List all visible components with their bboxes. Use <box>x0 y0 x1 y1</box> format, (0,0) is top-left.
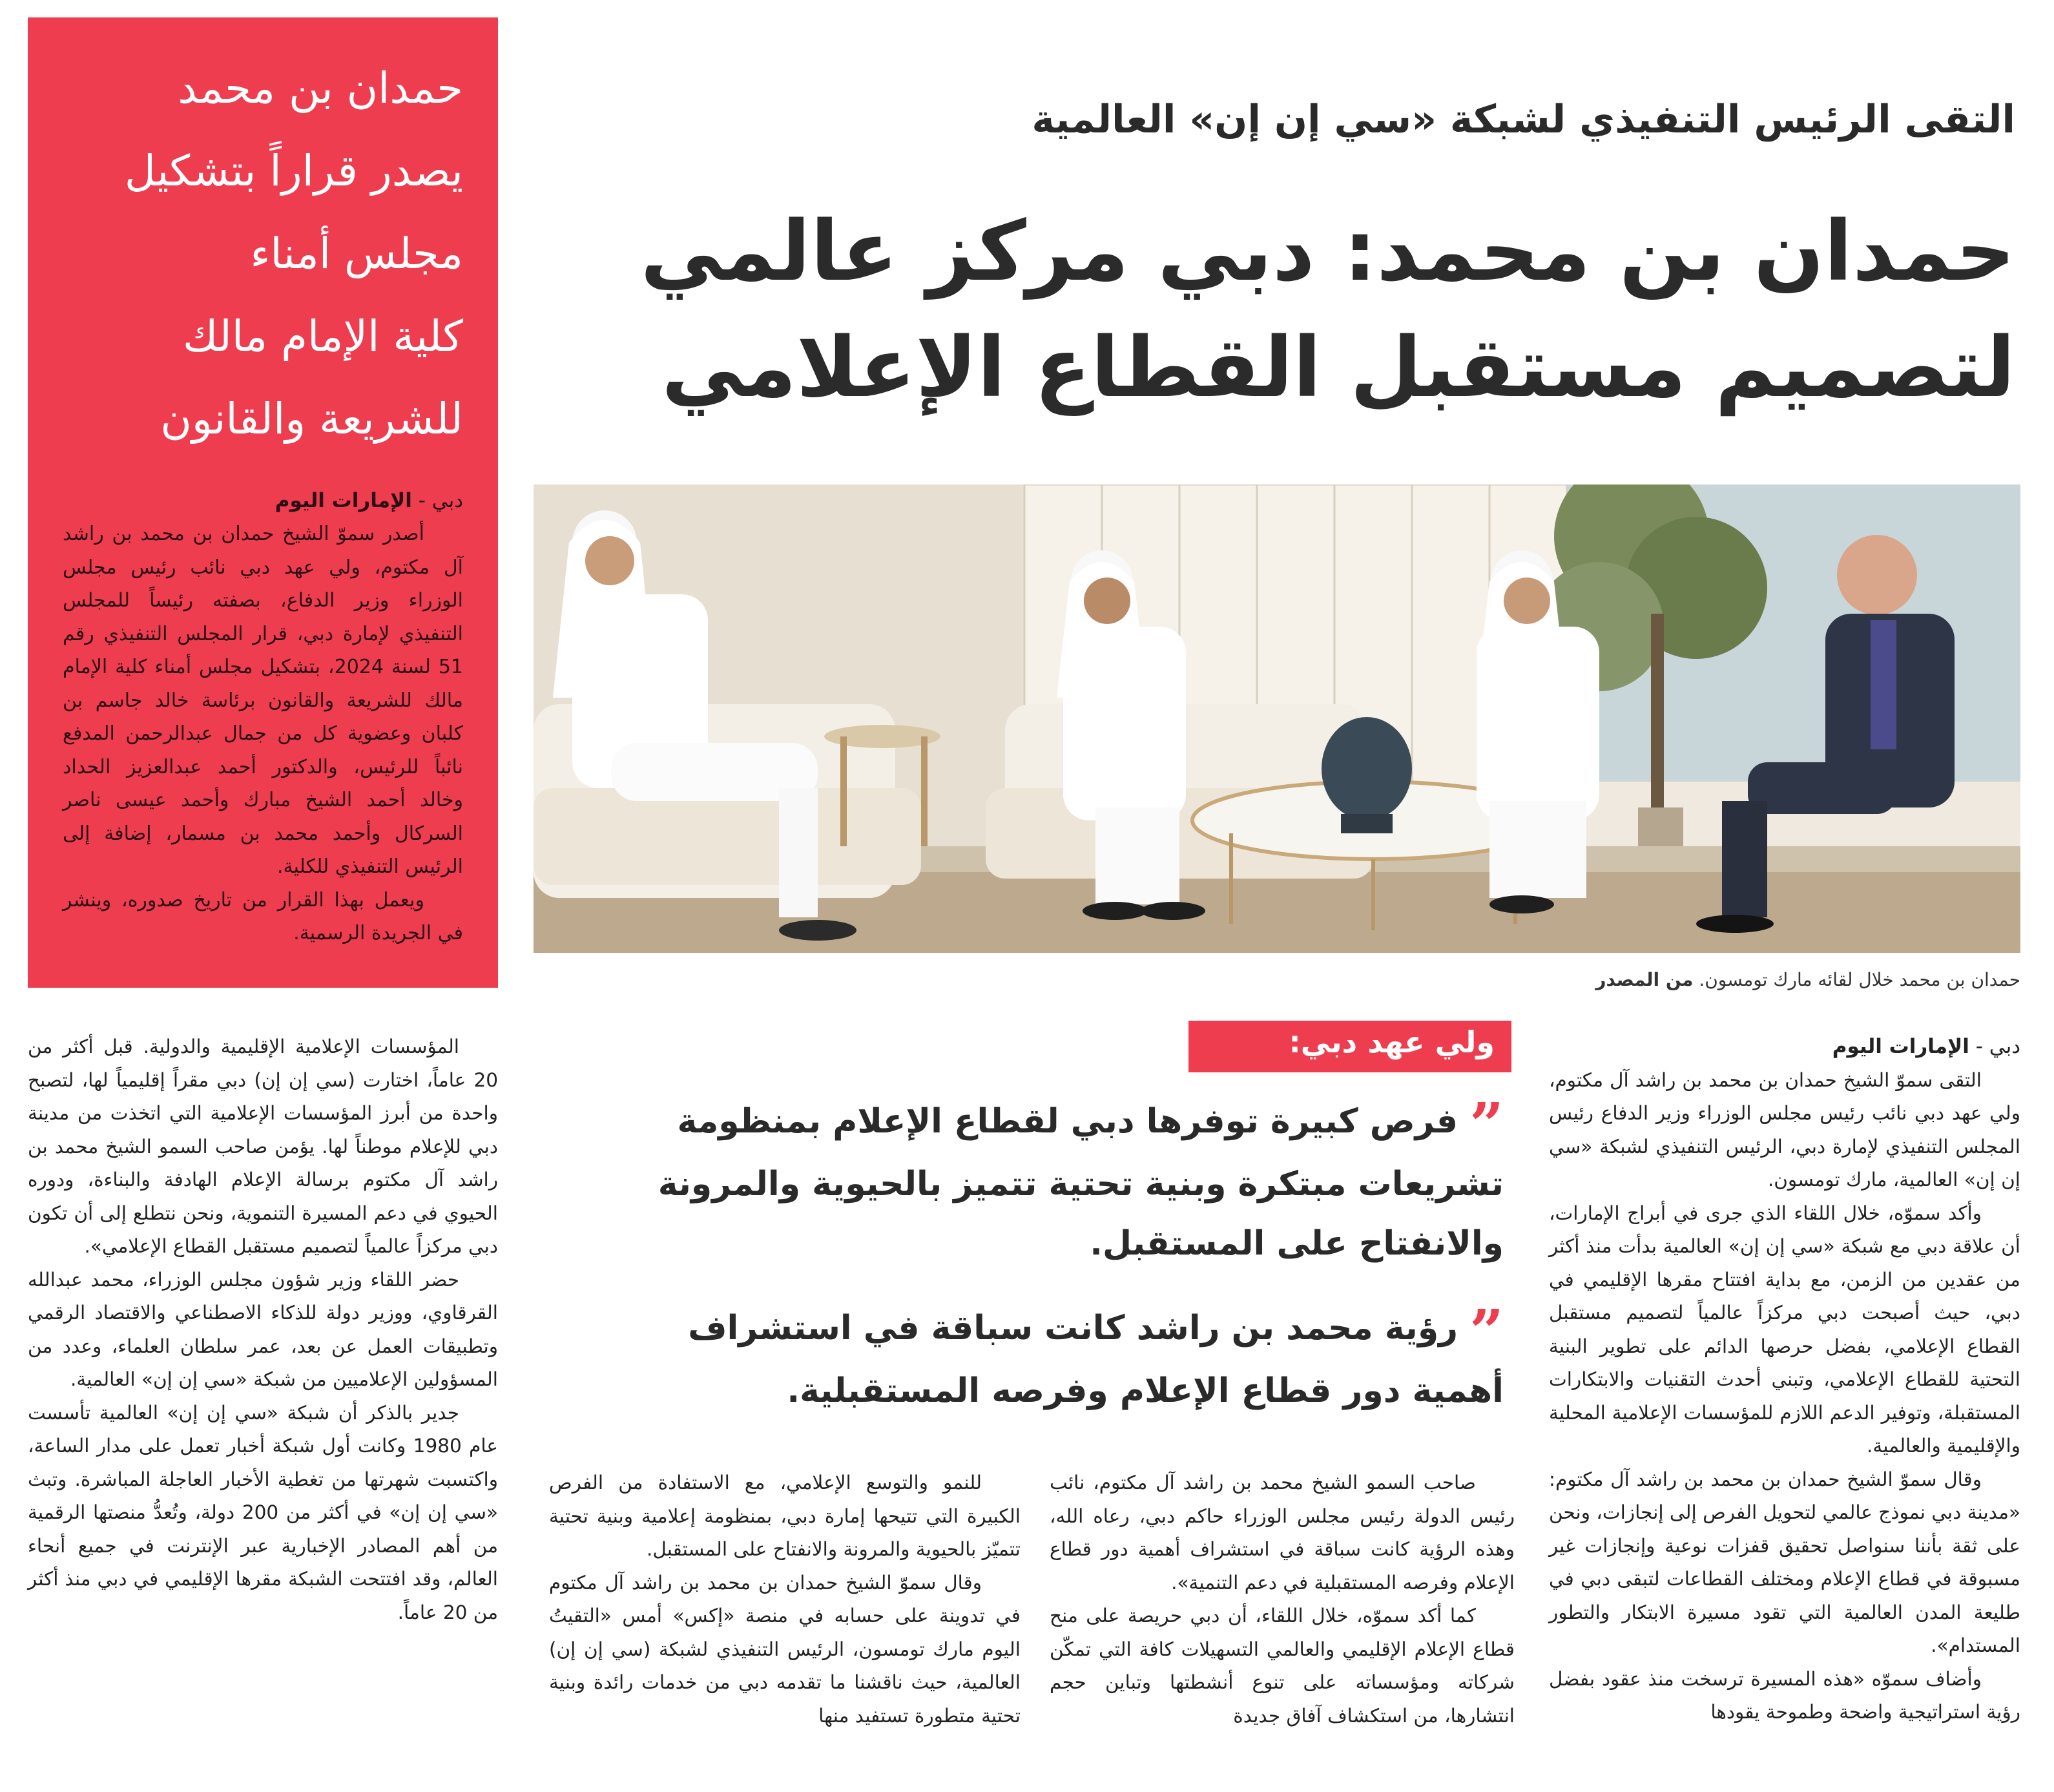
sidebar-title-line: للشريعة والقانون <box>160 394 463 444</box>
sidebar-paragraph: أصدر سموّ الشيخ حمدان بن محمد بن راشد آل مكتوم، ولي عهد دبي نائب رئيس مجلس الوزراء وزير الدفاع، بصفته رئيساً للمجلس التنفيذي لإمارة دبي، قرار المجلس التنفيذي رقم 51 لسنة 2024، بتشكيل مجلس أمناء كلية الإمام مالك للشريعة والقانون برئاسة خالد جاسم بن كلبان وعضوية كل من جمال عبدالرحمن المدفع نائباً للرئيس، والدكتور أحمد عبدالعزيز الحداد وخالد أحمد الشيخ مبارك وأحمد عيسى ناصر السركال وأحمد محمد بن مسمار، إضافة إلى الرئيس التنفيذي للكلية. <box>63 523 464 878</box>
sidebar-paragraph: ويعمل بهذا القرار من تاريخ صدوره، وينشر في الجريدة الرسمية. <box>63 888 463 944</box>
article-paragraph: للنمو والتوسع الإعلامي، مع الاستفادة من الفرص الكبيرة التي تتيحها إمارة دبي، بمنظومة إعلامية وبنية تحتية تتميّز بالحيوية والمرونة والانفتاح على المستقبل. <box>549 1472 1021 1560</box>
article-dateline-source: الإمارات اليوم <box>1832 1035 1969 1058</box>
headline-kicker: التقى الرئيس التنفيذي لشبكة «سي إن إن» العالمية <box>1032 97 2015 142</box>
sidebar-dateline <box>63 484 463 517</box>
article-paragraph: كما أكد سموّه، خلال اللقاء، أن دبي حريصة على منح قطاع الإعلام الإقليمي والعالمي التسهيلات كافة التي تمكّن شركاته ومؤسساته على تنوع أنشطتها وتباين حجم انتشارها، من استكشاف آفاق جديدة <box>1050 1605 1515 1727</box>
sidebar-dateline-city: دبي - <box>418 489 463 512</box>
headline-line-1: حمدان بن محمد: دبي مركز عالمي <box>640 203 2015 300</box>
pull-quote-1 <box>586 1092 1504 1273</box>
headline-line-2: لتصميم مستقبل القطاع الإعلامي <box>661 320 2015 416</box>
article-paragraph: وأضاف سموّه «هذه المسيرة ترسخت منذ عقود بفضل رؤية استراتيجية واضحة وطموحة يقودها <box>1549 1667 2020 1723</box>
photo-credit: من المصدر <box>1595 969 1694 990</box>
photo-caption <box>535 969 2020 990</box>
article-paragraph: وقال سموّ الشيخ حمدان بن محمد بن راشد آل مكتوم: «مدينة دبي نموذج عالمي لتحويل الفرص إلى إنجازات، ونحن على ثقة بأننا سنواصل تحقيق قفزات نوعية وإنجازات غير مسبوقة في قطاع الإعلام ومختلف القطاعات لتبقى دبي في طليعة المدن العالمية التي تقود مسيرة الابتكار والتطور المستدام». <box>1549 1468 2020 1656</box>
news-photo <box>534 484 2020 953</box>
article-column-1 <box>1549 1030 2020 1729</box>
sidebar-title <box>63 47 463 461</box>
article-paragraph: جدير بالذكر أن شبكة «سي إن إن» العالمية تأسست عام 1980 وكانت أول شبكة أخبار تعمل على مدار الساعة، واكتسبت شهرتها من تغطية الأخبار العاجلة المباشرة. وتبث «سي إن إن» في أكثر من 200 دولة، وتُعدُّ منصتها الرقمية من أهم المصادر الإخبارية عبر الإنترنت في جميع أنحاء العالم، وقد افتتحت الشبكة مقرها الإقليمي في دبي منذ أكثر من 20 عاماً. <box>28 1401 498 1623</box>
sidebar-dateline-source: الإمارات اليوم <box>275 489 412 512</box>
sidebar-body <box>63 517 463 950</box>
article-paragraph: المؤسسات الإعلامية الإقليمية والدولية. قبل أكثر من 20 عاماً، اختارت (سي إن إن) دبي مقراً إقليمياً لها، لتصبح واحدة من أبرز المؤسسات الإعلامية التي اتخذت من مدينة دبي للإعلام موطناً لها. يؤمن صاحب السمو الشيخ محمد بن راشد آل مكتوم برسالة الإعلام الهادفة والبناءة، ودوره الحيوي في دعم المسيرة التنموية، ونحن نتطلع إلى أن تكون دبي مركزاً عالمياً لتصميم مستقبل القطاع الإعلامي». <box>28 1036 498 1257</box>
photo-caption-text: حمدان بن محمد خلال لقائه مارك تومسون. <box>1699 969 2020 990</box>
quote-tag: ولي عهد دبي: <box>1188 1021 1511 1072</box>
article-column-2 <box>1050 1466 1515 1733</box>
sidebar-box <box>28 17 498 988</box>
quote-mark-icon: ” <box>1469 1090 1504 1160</box>
pull-quote-text: فرص كبيرة توفرها دبي لقطاع الإعلام بمنظومة تشريعات مبتكرة وبنية تحتية تتميز بالحيوية والمرونة والانفتاح على المستقبل. <box>658 1102 1504 1263</box>
article-paragraph: صاحب السمو الشيخ محمد بن راشد آل مكتوم، نائب رئيس الدولة رئيس مجلس الوزراء حاكم دبي، رعاه الله، وهذه الرؤية كانت سباقة في استشراف أهمية دور قطاع الإعلام وفرصه المستقبلية في دعم التنمية». <box>1050 1472 1515 1594</box>
article-column-3 <box>549 1466 1021 1733</box>
sidebar-title-line: مجلس أمناء <box>250 229 463 278</box>
sidebar-title-line: كلية الإمام مالك <box>182 311 463 361</box>
sidebar-title-line: حمدان بن محمد <box>178 63 463 113</box>
article-column-4 <box>28 1030 498 1629</box>
headline <box>530 194 2015 426</box>
article-paragraph: وقال سموّ الشيخ حمدان بن محمد بن راشد آل مكتوم في تدوينة على حسابه في منصة «إكس» أمس «التقيتُ اليوم مارك تومسون، الرئيس التنفيذي لشبكة (سي إن إن) العالمية، حيث ناقشنا ما تقدمه دبي من خدمات رائدة وبنية تحتية متطورة تستفيد منها <box>549 1571 1021 1727</box>
pull-quote-2 <box>586 1298 1504 1421</box>
sidebar-title-line: يصدر قراراً بتشكيل <box>124 146 463 196</box>
article-paragraph: وأكد سموّه، خلال اللقاء الذي جرى في أبراج الإمارات، أن علاقة دبي مع شبكة «سي إن إن» العالمية بدأت منذ أكثر من عقدين من الزمن، مع بداية افتتاح مقرها الإقليمي في دبي، حيث أصبحت دبي مركزاً عالمياً لتصميم مستقبل القطاع الإعلامي، بفضل حرصها الدائم على تطوير البنية التحتية للقطاع الإعلامي، وتبني أحدث التقنيات والابتكارات المستقبلة، وتوفير الدعم اللازم للمؤسسات الإعلامية المحلية والإقليمية والعالمية. <box>1549 1202 2020 1457</box>
pull-quote-text: رؤية محمد بن راشد كانت سباقة في استشراف أهمية دور قطاع الإعلام وفرصه المستقبلية. <box>688 1309 1504 1410</box>
quote-mark-icon: ” <box>1469 1297 1504 1366</box>
article-paragraph: حضر اللقاء وزير شؤون مجلس الوزراء، محمد عبدالله القرقاوي، ووزير دولة للذكاء الاصطناعي والاقتصاد الرقمي وتطبيقات العمل عن بعد، عمر سلطان العلماء، وعدد من المسؤولين الإعلاميين من شبكة «سي إن إن» العالمية. <box>28 1268 498 1390</box>
article-paragraph: التقى سموّ الشيخ حمدان بن محمد بن راشد آل مكتوم، ولي عهد دبي نائب رئيس مجلس الوزراء وزير الدفاع رئيس المجلس التنفيذي لإمارة دبي، الرئيس التنفيذي لشبكة «سي إن إن» العالمية، مارك تومسون. <box>1549 1068 2020 1191</box>
article-dateline <box>1549 1030 2020 1064</box>
photo-illustration <box>534 484 2020 953</box>
article-dateline-city: دبي - <box>1975 1035 2020 1058</box>
